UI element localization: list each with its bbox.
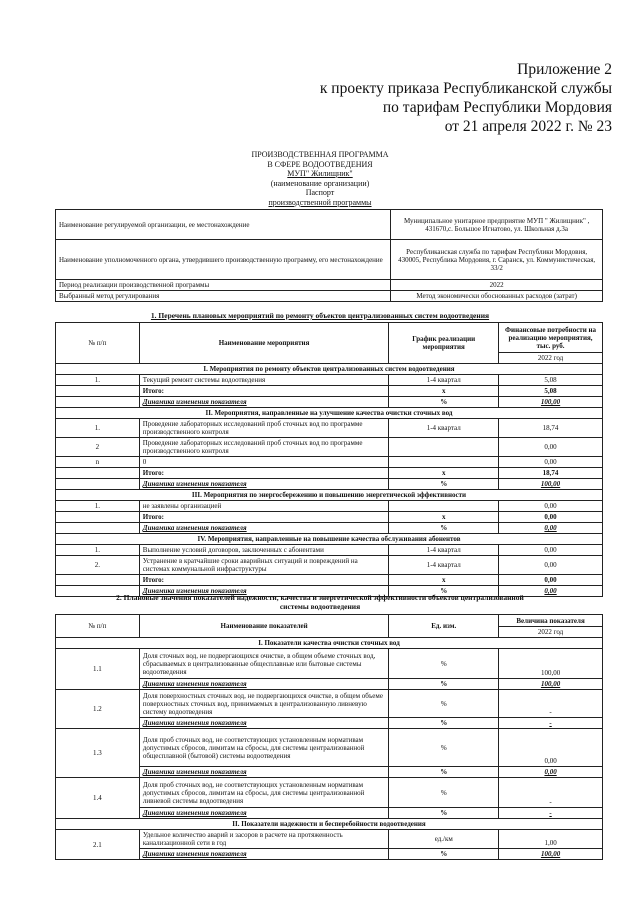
passport-label: Наименование уполномоченного органа, утвердившего производственную программу, его местонахождение	[56, 240, 391, 280]
row-num: 1.4	[56, 778, 140, 819]
row-name: Доля сточных вод, не подвергающихся очистке, в общем объеме сточных вод, сбрасываемых в централизованные общесплавные или бытовые системы водоотведения	[139, 649, 389, 679]
total-unit: х	[389, 575, 499, 586]
section-title: III. Мероприятия по энергосбережению и повышению энергетической эффективности	[56, 490, 603, 501]
total-label: Итого:	[139, 575, 388, 586]
passport-heading: Паспорт	[305, 188, 335, 197]
table-row	[56, 280, 603, 291]
row-schedule: 1-4 квартал	[389, 556, 499, 575]
dynamics-unit: %	[389, 397, 499, 408]
table-row	[56, 830, 603, 849]
total-value: 0,00	[499, 575, 603, 586]
total-label: Итого:	[139, 468, 388, 479]
dynamics-label: Динамика изменения показателя	[139, 586, 388, 597]
section-row	[56, 819, 603, 830]
row-num: 1.	[56, 501, 140, 512]
passport-value: Республиканская служба по тарифам Республики Мордовия, 430005, Республика Мордовия, г. Саранск, ул. Коммунистическая, 33/2	[391, 240, 603, 280]
row-unit: %	[389, 778, 499, 808]
row-num: 1.	[56, 375, 140, 386]
total-value: 5,08	[499, 386, 603, 397]
total-value: 18,74	[499, 468, 603, 479]
table-row	[56, 457, 603, 468]
appendix-line-1: Приложение 2	[517, 61, 612, 78]
dynamics-label: Динамика изменения показателя	[139, 808, 389, 819]
row-value: 5,08	[499, 375, 603, 386]
dynamics-value: 0,00	[499, 586, 603, 597]
appendix-line-2: к проекту приказа Республиканской службы	[319, 80, 612, 97]
row-value: 1,00	[499, 830, 603, 849]
section-row	[56, 408, 603, 419]
indicators-table	[55, 614, 603, 860]
dynamics-value: 0,00	[499, 523, 603, 534]
table-row	[56, 291, 603, 302]
passport-value: 2022	[391, 280, 603, 291]
row-name: Текущий ремонт системы водоотведения	[139, 375, 388, 386]
row-value: 100,00	[499, 649, 603, 679]
table-header-row	[56, 323, 603, 353]
section-row	[56, 638, 603, 649]
row-num: 1.	[56, 419, 140, 438]
program-subtitle: В СФЕРЕ ВОДООТВЕДЕНИЯ	[267, 159, 373, 169]
total-unit: х	[389, 386, 499, 397]
dynamics-unit: %	[389, 679, 499, 690]
dynamics-label: Динамика изменения показателя	[139, 849, 389, 860]
total-row	[56, 386, 603, 397]
header-value: Величина показателя	[499, 615, 603, 627]
table2-title-line2: системы водоотведения	[279, 601, 361, 611]
table-row	[56, 545, 603, 556]
row-schedule	[389, 501, 499, 512]
appendix-header	[320, 60, 612, 136]
row-schedule	[389, 457, 499, 468]
row-num: n	[56, 457, 140, 468]
section-row	[56, 364, 603, 375]
section-title: II. Мероприятия, направленные на улучшение качества очистки сточных вод	[56, 408, 603, 419]
table-row	[56, 649, 603, 679]
row-unit: %	[389, 729, 499, 767]
table-row	[56, 419, 603, 438]
dynamics-value: 100,00	[499, 849, 603, 860]
appendix-line-4: от 21 апреля 2022 г. № 23	[444, 118, 612, 135]
total-row	[56, 575, 603, 586]
row-name: Доля поверхностных сточных вод, не подвергающихся очистке, в общем объеме поверхностных сточных вод, принимаемых в централизованную ливневую систему водоотведения	[139, 690, 389, 718]
row-num: 2.	[56, 556, 140, 575]
activities-table	[55, 322, 603, 597]
table-row	[56, 556, 603, 575]
dynamics-row	[56, 479, 603, 490]
table-row	[56, 690, 603, 718]
header-year: 2022 год	[499, 353, 603, 364]
total-unit: х	[389, 512, 499, 523]
dynamics-unit: %	[389, 808, 499, 819]
row-value: 0,00	[499, 545, 603, 556]
program-title: ПРОИЗВОДСТВЕННАЯ ПРОГРАММА	[251, 150, 389, 159]
row-num: 2.1	[56, 830, 140, 860]
table2-title-line1: 2. Плановые значения показателей надежности, качества и энергетической эффективности объектов централизованной	[116, 593, 524, 602]
row-unit: %	[389, 649, 499, 679]
organization-name: МУП" Жилищник"	[287, 169, 353, 178]
dynamics-label: Динамика изменения показателя	[139, 679, 389, 690]
dynamics-value: 100,00	[499, 479, 603, 490]
total-label: Итого:	[139, 512, 388, 523]
total-label: Итого:	[139, 386, 388, 397]
section-title: I. Мероприятия по ремонту объектов централизованных систем водоотведения	[56, 364, 603, 375]
row-value: 0,00	[499, 457, 603, 468]
dynamics-label: Динамика изменения показателя	[139, 523, 388, 534]
row-num: 1.2	[56, 690, 140, 729]
passport-label: Выбранный метод регулирования	[56, 291, 391, 302]
dynamics-value: 100,00	[499, 397, 603, 408]
section-title: I. Показатели качества очистки сточных вод	[56, 638, 603, 649]
passport-table	[55, 209, 603, 302]
table-row	[56, 438, 603, 457]
row-value: 0,00	[499, 556, 603, 575]
table-row	[56, 240, 603, 280]
dynamics-label: Динамика изменения показателя	[139, 397, 388, 408]
appendix-line-3: по тарифам Республики Мордовия	[382, 99, 612, 116]
row-value: 0,00	[499, 501, 603, 512]
dynamics-value: -	[499, 718, 603, 729]
row-schedule: 1-4 квартал	[389, 545, 499, 556]
dynamics-unit: %	[389, 523, 499, 534]
header-num: № п/п	[56, 615, 140, 638]
table2-title	[0, 594, 640, 611]
row-value: 0,00	[499, 729, 603, 767]
section-title: IV. Мероприятия, направленные на повышение качества обслуживания абонентов	[56, 534, 603, 545]
dynamics-unit: %	[389, 479, 499, 490]
table-row	[56, 778, 603, 808]
row-name: Удельное количество аварий и засоров в расчете на протяженность канализационной сети в год	[139, 830, 389, 849]
row-schedule	[389, 438, 499, 457]
section-title: II. Показатели надежности и бесперебойности водоотведения	[56, 819, 603, 830]
row-num: 1.1	[56, 649, 140, 690]
header-finance: Финансовые потребности на реализацию мероприятия, тыс. руб.	[499, 323, 603, 353]
header-num: № п/п	[56, 323, 140, 364]
total-row	[56, 468, 603, 479]
table-header-row	[56, 615, 603, 627]
row-value: -	[499, 690, 603, 718]
organization-caption: (наименование организации)	[270, 178, 370, 188]
row-value: -	[499, 778, 603, 808]
dynamics-label: Динамика изменения показателя	[139, 479, 388, 490]
row-name: Доля проб сточных вод, не соответствующих установленным нормативам допустимых сбросов, лимитам на сбросы, для системы централизованной ливневой системы водоотведения	[139, 778, 389, 808]
header-unit: Ед. изм.	[389, 615, 499, 638]
total-value: 0,00	[499, 512, 603, 523]
row-schedule: 1-4 квартал	[389, 375, 499, 386]
dynamics-unit: %	[389, 718, 499, 729]
dynamics-label: Динамика изменения показателя	[139, 718, 389, 729]
dynamics-label: Динамика изменения показателя	[139, 767, 389, 778]
table1-title	[0, 312, 640, 321]
passport-label: Период реализации производственной программы	[56, 280, 391, 291]
table-row	[56, 210, 603, 240]
header-name: Наименование мероприятия	[139, 323, 388, 364]
header-schedule: График реализации мероприятия	[389, 323, 499, 364]
dynamics-row	[56, 523, 603, 534]
row-unit: %	[389, 690, 499, 718]
passport-value: Муниципальное унитарное предприятие МУП " Жилищник" , 431670,с. Большое Игнатово, ул. Школьная д.3а	[391, 210, 603, 240]
row-name: Выполнение условий договоров, заключенных с абонентами	[139, 545, 388, 556]
row-name: Доля проб сточных вод, не соответствующих установленным нормативам допустимых сбросов, лимитам на сбросы, для системы централизованной общесплавной (бытовой) системы водоотведения	[139, 729, 389, 767]
row-num: 1.3	[56, 729, 140, 778]
dynamics-unit: %	[389, 767, 499, 778]
passport-subheading: производственной программы	[268, 197, 372, 207]
row-schedule: 1-4 квартал	[389, 419, 499, 438]
row-unit: ед./км	[389, 830, 499, 849]
row-name: 0	[139, 457, 388, 468]
header-name: Наименование показателей	[139, 615, 389, 638]
table1-title-text: 1. Перечень плановых мероприятий по ремонту объектов централизованных систем водоотведения	[150, 311, 490, 320]
total-unit: х	[389, 468, 499, 479]
row-name: Проведение лабораторных исследований проб сточных вод по программе производственного контроля	[139, 438, 388, 457]
passport-label: Наименование регулируемой организации, ее местонахождение	[56, 210, 391, 240]
row-value: 0,00	[499, 438, 603, 457]
row-name: не заявлены организацией	[139, 501, 388, 512]
row-value: 18,74	[499, 419, 603, 438]
dynamics-value: 0,00	[499, 767, 603, 778]
table-row	[56, 729, 603, 767]
row-num: 1.	[56, 545, 140, 556]
dynamics-value: 100,00	[499, 679, 603, 690]
table-row	[56, 375, 603, 386]
row-num: 2	[56, 438, 140, 457]
section-row	[56, 534, 603, 545]
dynamics-unit: %	[389, 849, 499, 860]
table-row	[56, 501, 603, 512]
dynamics-value: -	[499, 808, 603, 819]
passport-value: Метод экономически обоснованных расходов (затрат)	[391, 291, 603, 302]
program-title-block	[0, 150, 640, 207]
section-row	[56, 490, 603, 501]
header-year: 2022 год	[499, 627, 603, 638]
dynamics-unit: %	[389, 586, 499, 597]
row-name: Проведение лабораторных исследований проб сточных вод по программе производственного контроля	[139, 419, 388, 438]
dynamics-row	[56, 397, 603, 408]
total-row	[56, 512, 603, 523]
row-name: Устранение в кратчайшие сроки аварийных ситуаций и повреждений на системах коммунальной инфраструктуры	[139, 556, 388, 575]
